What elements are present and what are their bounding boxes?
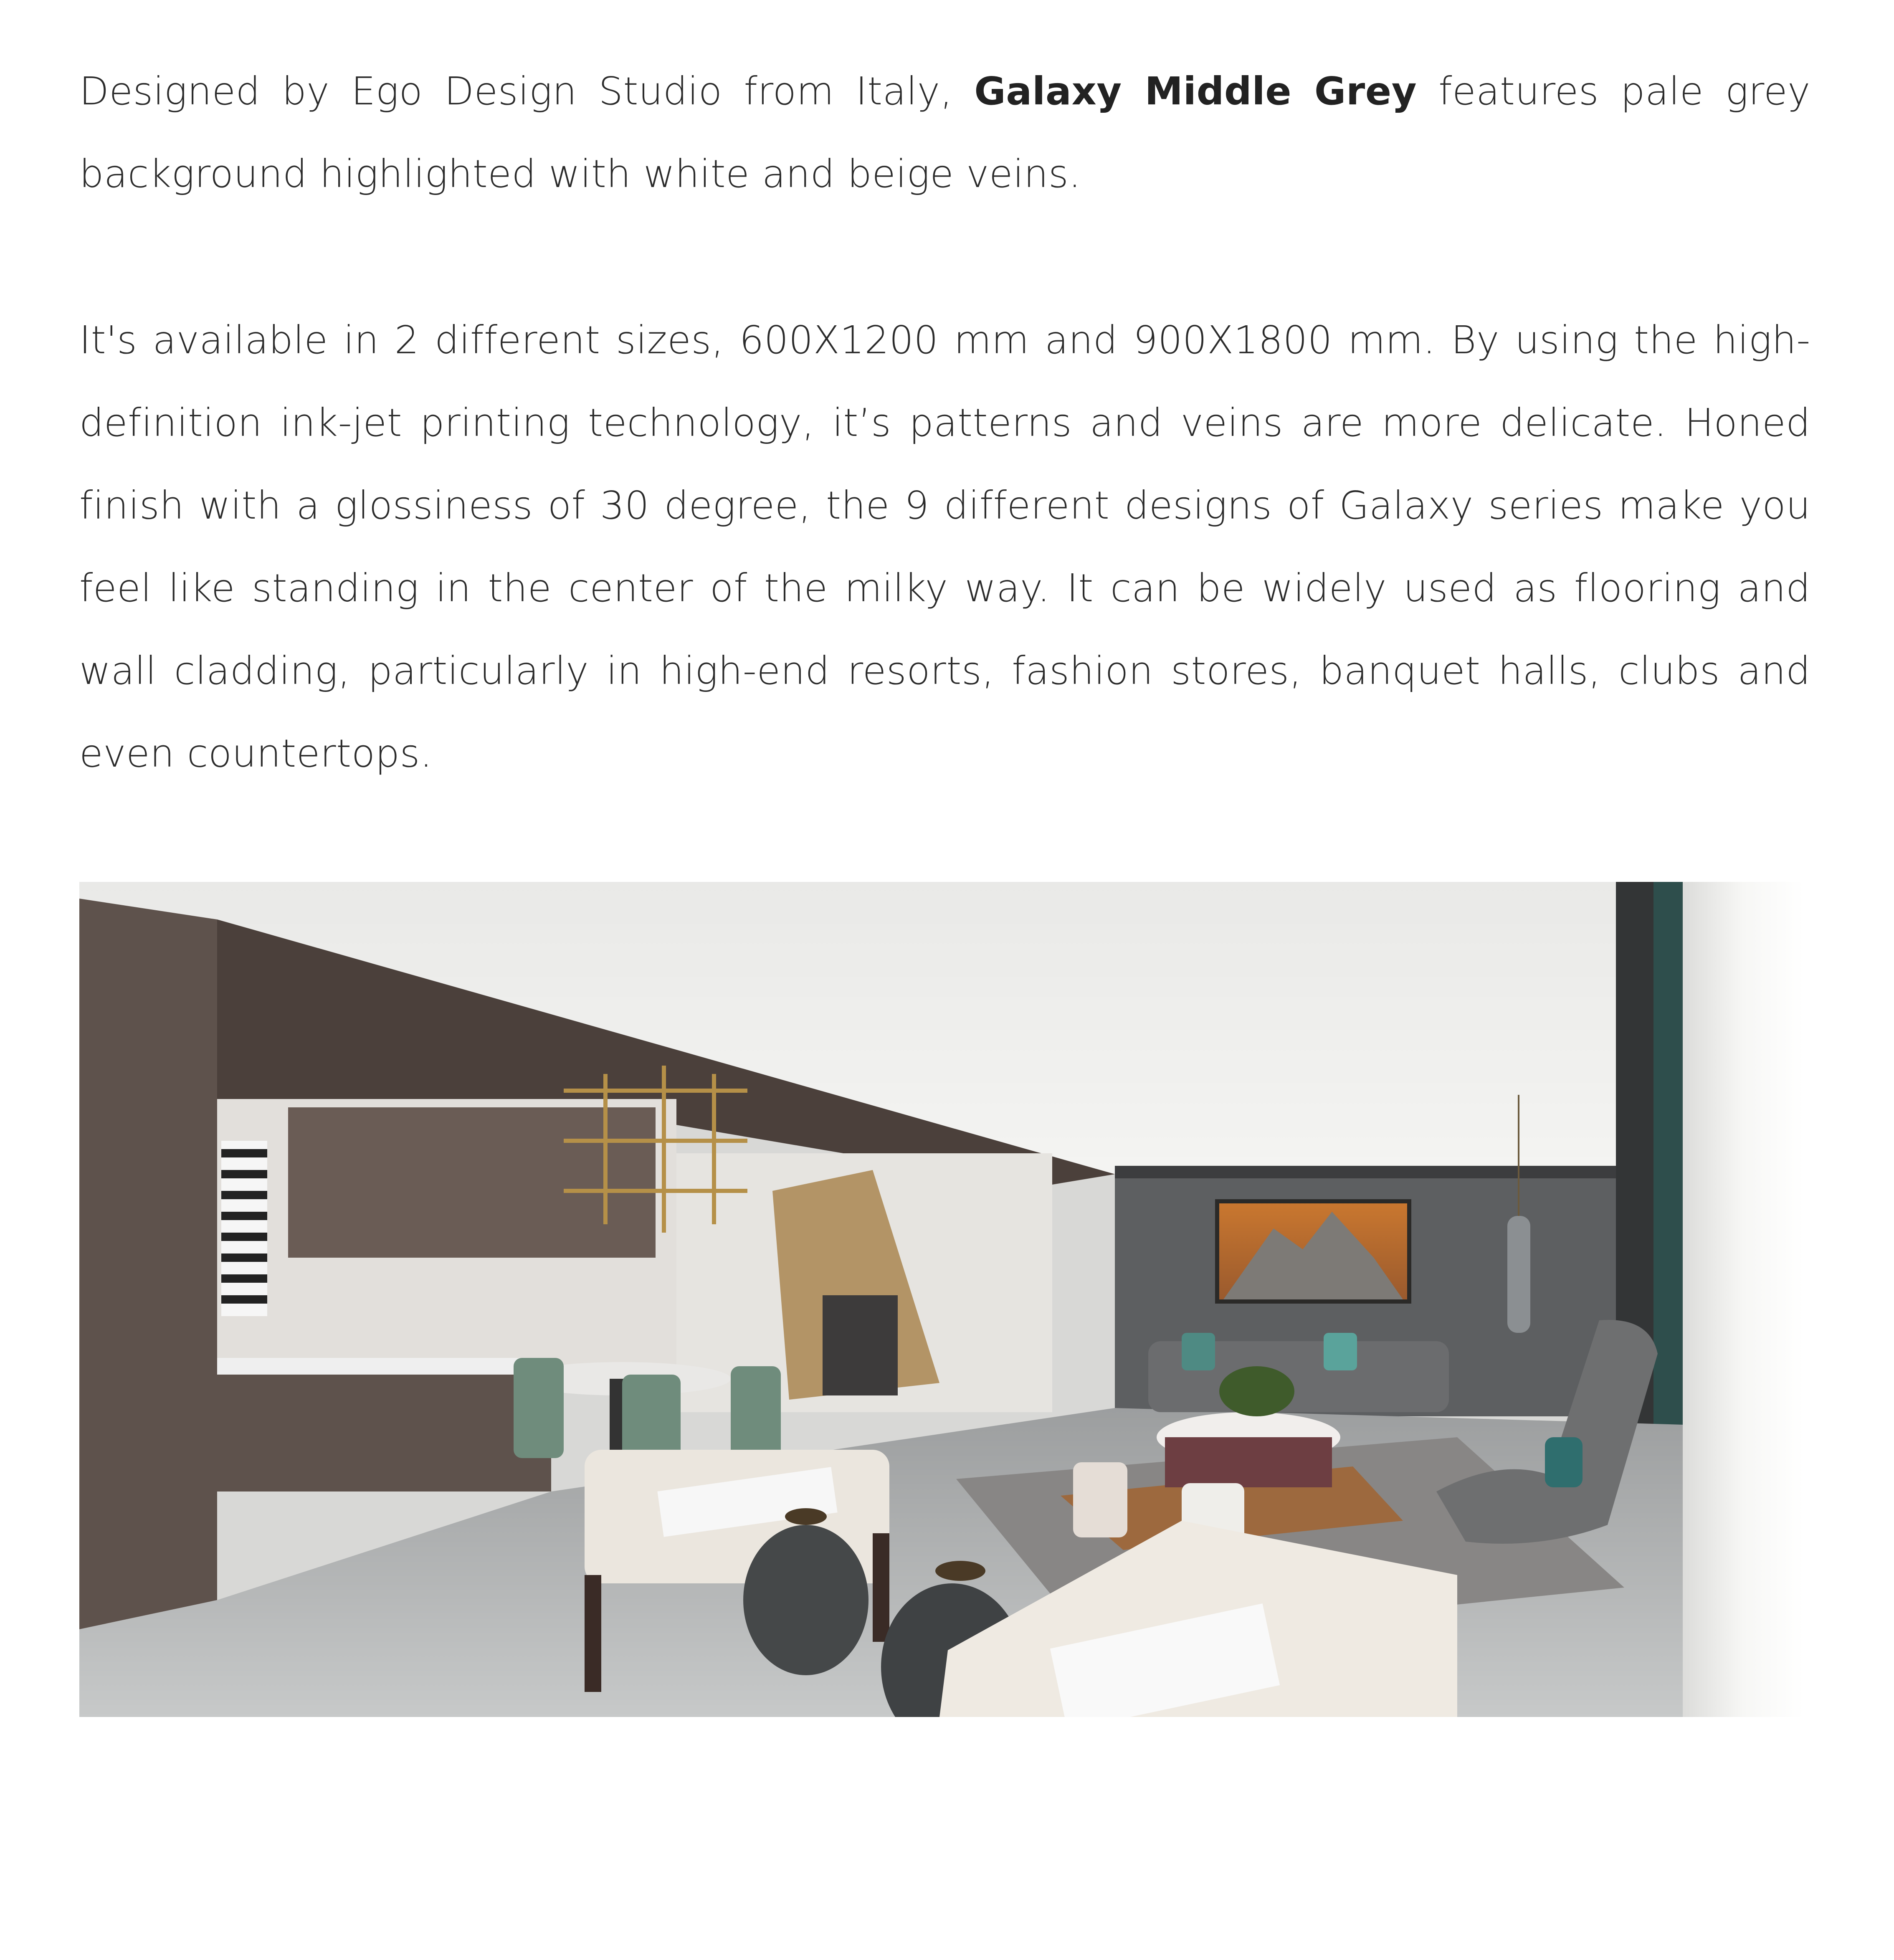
dining-chair-3 [731,1366,781,1458]
kitchen-cabinets-upper [288,1107,656,1258]
details-paragraph: It's available in 2 different sizes, 600X1200 mm and 900X1800 mm. By using the high-definition ink-jet printing technology, it’s patterns and veins are more delicate. Honed finish with a glossiness of 30 degree, the 9 different designs of Galaxy series make you feel like standing in the center of the milky way. It can be widely used as flooring and wall cladding, particularly in high-end resorts, fashion stores, banquet halls, clubs and even countertops. [79,318,1810,776]
window-slats [221,1141,267,1316]
interior-render-image [79,882,1804,1717]
sheer-curtain [1683,882,1804,1717]
left-wood-panel [79,899,217,1629]
coffee-table-base [1165,1437,1332,1487]
article-body [79,50,1810,795]
teal-pillow [1545,1437,1583,1487]
intro-text-end: features pale grey background highlighted with white and beige veins. [79,69,1810,196]
stool-pink [1073,1462,1127,1537]
living-room-illustration [79,882,1804,1717]
pendant-cord [1518,1095,1519,1220]
kitchen-cabinets-lower [217,1375,551,1492]
intro-paragraph [79,50,1810,215]
marble-column [823,1295,898,1395]
green-curtain [1653,882,1683,1466]
marble-wall-top [1115,1166,1616,1178]
brass-bowl-1 [785,1508,827,1525]
brass-bowl-2 [935,1561,985,1581]
pendant-lamp [1507,1216,1530,1333]
woven-side-table-1 [743,1525,869,1675]
bench-frame [585,1575,601,1692]
bonsai [1219,1366,1294,1416]
sofa-cushion-1 [1182,1333,1215,1370]
kitchen-counter [217,1358,551,1375]
sofa-cushion-2 [1324,1333,1357,1370]
intro-text-start: Designed by Ego Design Studio from Italy, [79,69,975,114]
bench-frame-right [873,1533,889,1642]
product-name: Galaxy Middle Grey [974,69,1417,114]
dining-chair-1 [514,1358,564,1458]
